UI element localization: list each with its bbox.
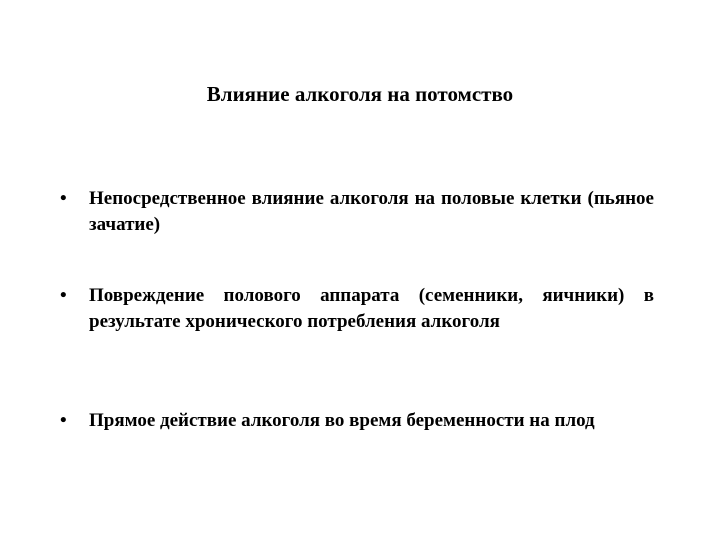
bullet-text: Непосредственное влияние алкоголя на половые клетки (пьяное зачатие) — [89, 188, 654, 235]
slide-title: Влияние алкоголя на потомство — [206, 82, 514, 106]
bullet-text: Повреждение полового аппарата (семенники, яичники) в результате хронического потребления алкоголя — [89, 285, 654, 332]
bullet-text: Прямое действие алкоголя во время беременности на плод — [89, 410, 595, 431]
bullet-icon: • — [60, 188, 67, 209]
bullet-icon: • — [60, 285, 67, 306]
bullet-icon: • — [60, 410, 67, 431]
